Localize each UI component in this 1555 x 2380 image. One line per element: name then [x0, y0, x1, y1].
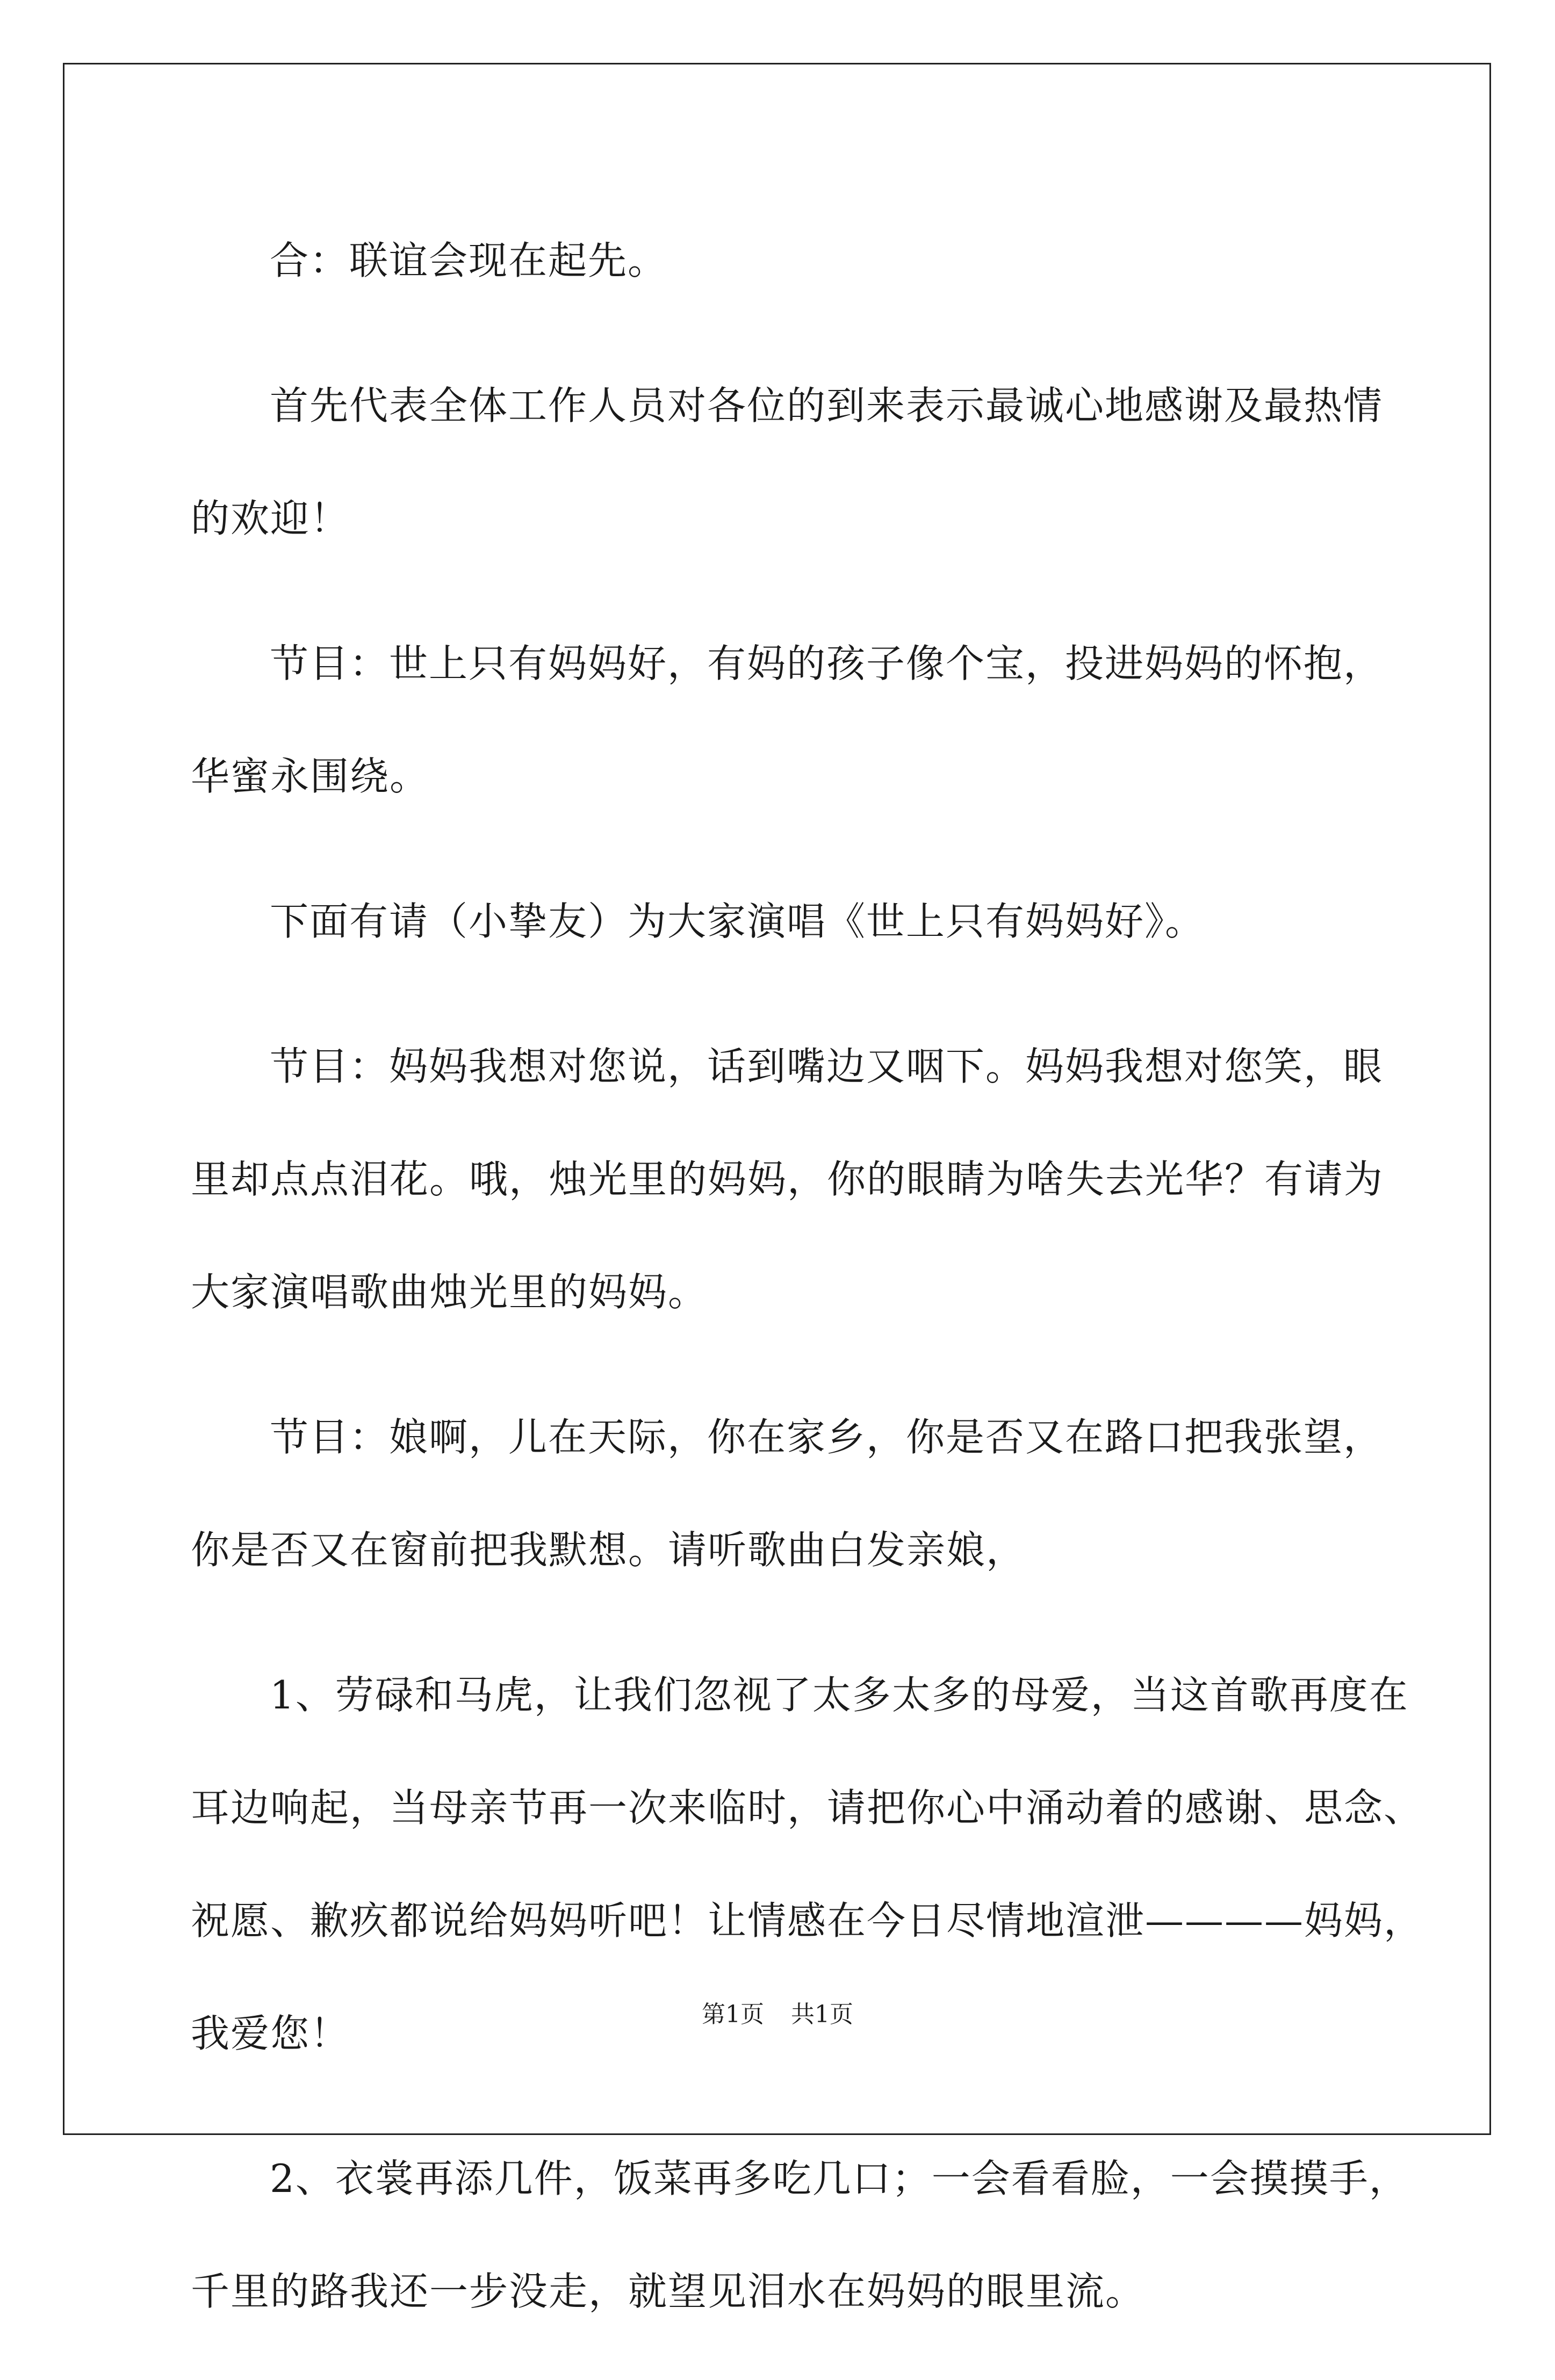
- paragraph-line: 千里的路我还一步没走，就望见泪水在妈妈的眼里流。: [191, 2269, 1146, 2314]
- paragraph-line: 下面有请（小挚友）为大家演唱《世上只有妈妈好》。: [270, 899, 1205, 944]
- paragraph-program-1: [191, 607, 1384, 833]
- paragraph-line: 华蜜永围绕。: [191, 754, 430, 799]
- paragraph-line: 的欢迎！: [191, 496, 350, 541]
- paragraph-invite-1: [191, 865, 1367, 978]
- paragraph-line: 2、衣裳再添几件，饭菜再多吃几口；一会看看脸，一会摸摸手，: [270, 2156, 1409, 2201]
- paragraph-line: 1、劳碌和马虎，让我们忽视了太多太多的母爱，当这首歌再度在: [270, 1672, 1409, 1718]
- page-footer: [0, 1999, 1555, 2031]
- page-number: 第1页: [702, 2001, 764, 2028]
- paragraph-line: 我爱您！: [191, 2011, 350, 2056]
- paragraph-line: 节目：世上只有妈妈好，有妈的孩子像个宝，投进妈妈的怀抱，: [270, 641, 1384, 686]
- paragraph-line: 节目：妈妈我想对您说，话到嘴边又咽下。妈妈我想对您笑，眼: [270, 1044, 1384, 1089]
- paragraph-line: 耳边响起，当母亲节再一次来临时，请把你心中涌动着的感谢、思念、: [191, 1785, 1424, 1830]
- paragraph-item-2: [191, 2122, 1409, 2348]
- paragraph-line: 节目：娘啊，儿在天际，你在家乡，你是否又在路口把我张望，: [270, 1415, 1384, 1460]
- paragraph-line: 合：联谊会现在起先。: [270, 238, 668, 283]
- paragraph-program-2: [191, 1010, 1384, 1348]
- paragraph-line: 大家演唱歌曲烛光里的妈妈。: [191, 1270, 708, 1315]
- paragraph-opening: [191, 204, 1367, 317]
- page-total: 共1页: [791, 2001, 853, 2028]
- paragraph-welcome: [191, 349, 1384, 575]
- paragraph-line: 祝愿、歉疚都说给妈妈听吧！让情感在今日尽情地渲泄————妈妈，: [191, 1898, 1424, 1943]
- paragraph-line: 首先代表全体工作人员对各位的到来表示最诚心地感谢及最热情: [270, 383, 1384, 428]
- paragraph-program-3: [191, 1381, 1384, 1606]
- paragraph-line: 里却点点泪花。哦，烛光里的妈妈，你的眼睛为啥失去光华？有请为: [191, 1157, 1384, 1202]
- document-body: [191, 204, 1424, 2380]
- paragraph-line: 你是否又在窗前把我默想。请听歌曲白发亲娘，: [191, 1527, 1026, 1573]
